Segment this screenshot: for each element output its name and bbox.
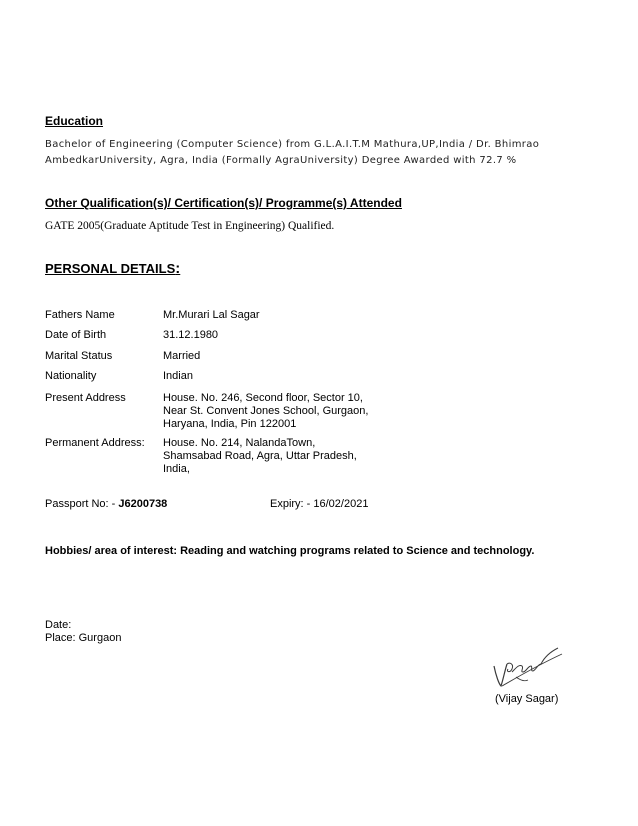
hobbies-line: Hobbies/ area of interest: Reading and watching programs related to Science and technology. [45,545,535,557]
permanent-address-line-3: India, [163,463,190,475]
personal-details-heading [45,260,180,277]
fathers-name-value: Mr.Murari Lal Sagar [163,309,260,321]
present-address-line-2: Near St. Convent Jones School, Gurgaon, [163,405,369,417]
education-line-2: AmbedkarUniversity, Agra, India (Formally AgraUniversity) Degree Awarded with 72.7 % [45,155,517,166]
dob-label: Date of Birth [45,329,107,341]
marital-status-label: Marital Status [45,350,113,362]
present-address-line-1: House. No. 246, Second floor, Sector 10, [163,392,363,404]
present-address-line-3: Haryana, India, Pin 122001 [163,418,297,430]
nationality-value: Indian [163,370,193,382]
permanent-address-line-1: House. No. 214, NalandaTown, [163,437,316,449]
other-qualification-heading: Other Qualification(s)/ Certification(s)/ Programme(s) Attended [45,196,402,210]
fathers-name-label: Fathers Name [45,309,115,321]
permanent-address-label: Permanent Address: [45,437,145,449]
personal-details-title: PERSONAL DETAILS [45,261,176,276]
nationality-label: Nationality [45,370,97,382]
passport-number: J6200738 [118,498,168,510]
education-heading: Education [45,114,104,128]
present-address-label: Present Address [45,392,126,404]
dob-value: 31.12.1980 [163,329,219,341]
signatory-name: (Vijay Sagar) [495,693,559,705]
passport-expiry: Expiry: - 16/02/2021 [270,498,369,510]
passport-info [45,498,167,510]
passport-label: Passport No: - [45,498,119,510]
personal-details-colon: : [175,260,181,277]
date-label: Date: [45,619,72,631]
signature-image [486,642,564,694]
education-line-1: Bachelor of Engineering (Computer Science) from G.L.A.I.T.M Mathura,UP,India / Dr. Bhimrao [45,139,540,150]
permanent-address-line-2: Shamsabad Road, Agra, Uttar Pradesh, [163,450,357,462]
gate-qualification: GATE 2005(Graduate Aptitude Test in Engineering) Qualified. [45,220,335,232]
marital-status-value: Married [163,350,201,362]
place-label: Place: Gurgaon [45,632,122,644]
